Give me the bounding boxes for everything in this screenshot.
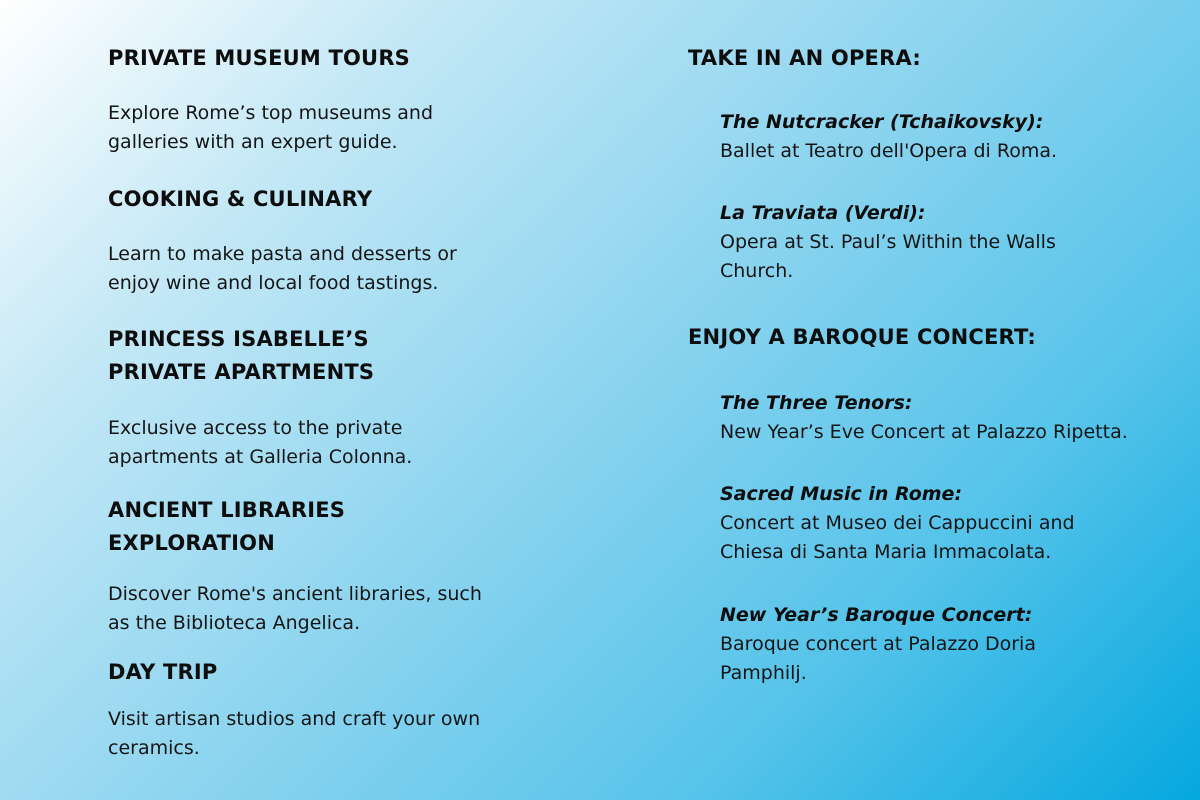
event-item — [720, 601, 1036, 688]
event-title: The Three Tenors: — [720, 392, 913, 414]
baroque-heading: ENJOY A BAROQUE CONCERT: — [688, 325, 1036, 349]
section-heading: ANCIENT LIBRARIES EXPLORATION — [108, 498, 346, 555]
section-description: Visit artisan studios and craft your own ceramics. — [108, 708, 481, 759]
event-item — [720, 199, 1056, 286]
event-title: New Year’s Baroque Concert: — [720, 604, 1033, 626]
event-title: Sacred Music in Rome: — [720, 483, 963, 505]
section-description: Exclusive access to the private apartments at Galleria Colonna. — [108, 417, 413, 468]
event-item — [720, 108, 1057, 166]
event-description: Baroque concert at Palazzo Doria Pamphilj. — [720, 633, 1036, 684]
opera-heading: TAKE IN AN OPERA: — [688, 46, 921, 70]
event-description: Ballet at Teatro dell'Opera di Roma. — [720, 140, 1058, 162]
section-description: Explore Rome’s top museums and galleries with an expert guide. — [108, 102, 434, 153]
event-item — [720, 480, 1075, 567]
section-heading: PRIVATE MUSEUM TOURS — [108, 46, 411, 70]
event-description: Concert at Museo dei Cappuccini and Chiesa di Santa Maria Immacolata. — [720, 512, 1075, 563]
section-heading: PRINCESS ISABELLE’S PRIVATE APARTMENTS — [108, 327, 375, 384]
event-title: The Nutcracker (Tchaikovsky): — [720, 111, 1044, 133]
section-heading: COOKING & CULINARY — [108, 187, 373, 211]
section-description: Learn to make pasta and desserts or enjoy wine and local food tastings. — [108, 243, 457, 294]
event-description: New Year’s Eve Concert at Palazzo Ripetta. — [720, 421, 1128, 443]
event-title: La Traviata (Verdi): — [720, 202, 926, 224]
section-description: Discover Rome's ancient libraries, such as the Biblioteca Angelica. — [108, 583, 482, 634]
section-heading: DAY TRIP — [108, 660, 218, 684]
event-item — [720, 389, 1128, 447]
event-description: Opera at St. Paul’s Within the Walls Church. — [720, 231, 1056, 282]
